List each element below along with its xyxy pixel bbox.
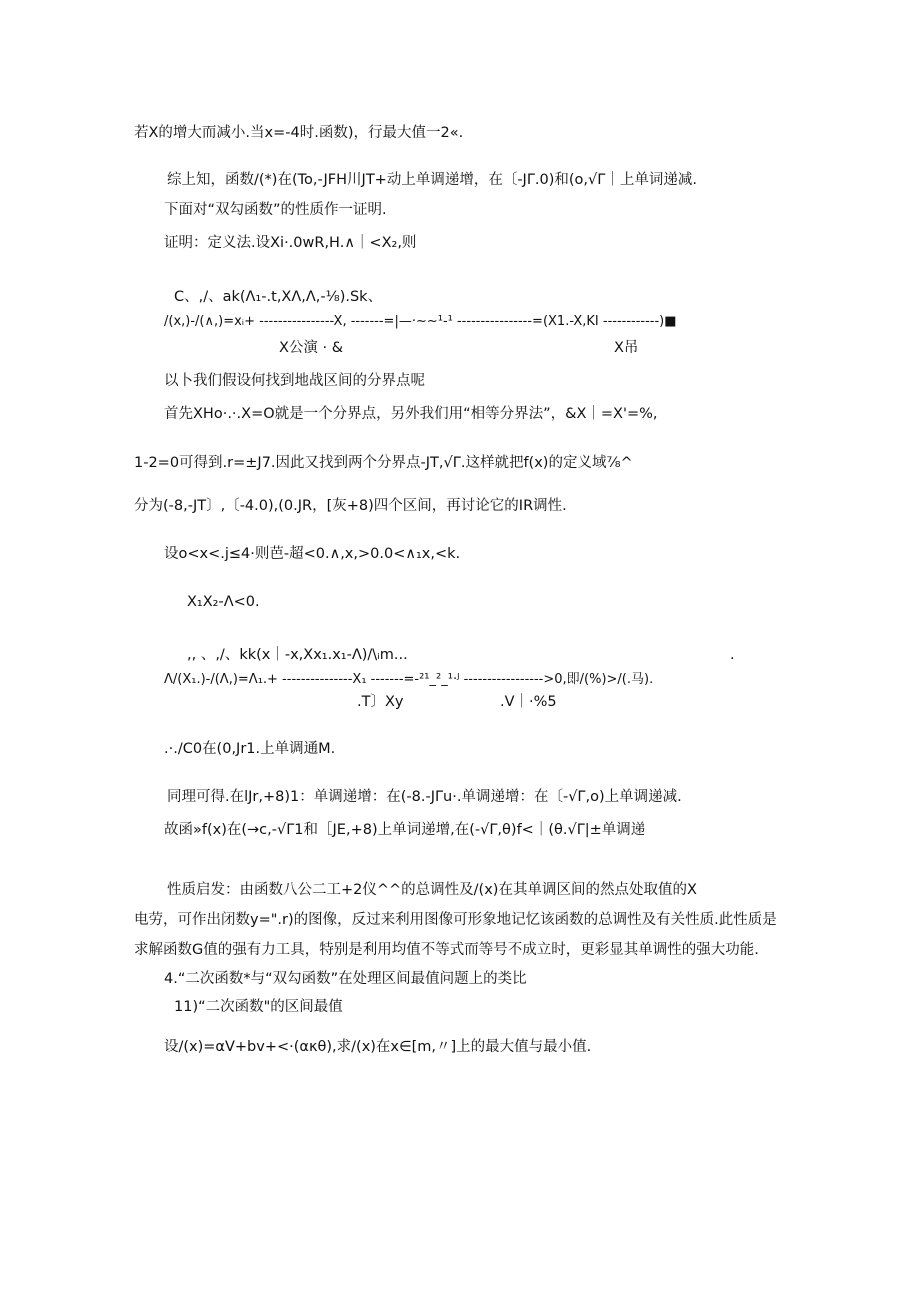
formula-denominator: .V｜·%5 <box>500 694 557 710</box>
text-line: 综上知，函数/(*)在(To,-JFH川JT+动上单调递增，在〔-JΓ.0)和(o,√Γ｜上单词递减. <box>167 172 697 188</box>
text-line: 电劳，可作出闭数y=".r)的图像，反过来利用图像可形象地记忆该函数的总调性及有关性质.此性质是 <box>134 912 777 928</box>
formula-line: Λ/(X₁.)-/(Λ,)=Λ₁.+ ---------------X₁ -------=-²¹_²_¹·ᴶ ----------------->0,即/(%)>/(.马). <box>164 672 654 687</box>
text-line: 若X的增大而减小.当x=-4时.函数)，行最大值一2«. <box>134 125 464 141</box>
text-line: 性质启发：由函数八公二工+2仪^^的总调性及/(x)在其单调区间的然点处取值的X <box>167 882 697 898</box>
formula-mark: . <box>730 647 735 663</box>
text-line: 求解函数G值的强有力工具，特别是利用均值不等式而等号不成立时，更彩显其单调性的强大功能. <box>134 942 759 958</box>
text-line: 分为(-8,-JT〕,〔-4.0),(0.JR，[灰+8)四个区间，再讨论它的IR调性. <box>134 498 567 514</box>
formula-denominator: X公演 · & <box>279 340 344 356</box>
text-line: 下面对“双勾函数”的性质作一证明. <box>164 202 387 218</box>
section-heading: 4.“二次函数*与“双勾函数”在处理区间最值问题上的类比 <box>164 971 527 987</box>
text-line: 证明：定义法.设Xi·.0wR,H.∧｜<X₂,则 <box>164 235 417 251</box>
formula-line: /(x,)-/(∧,)=xᵢ+ ----------------X, -------=|—·~~¹-¹ ----------------=(X1.-X,KI ------------)■ <box>164 314 677 329</box>
subsection-heading: 11)“二次函数"的区间最值 <box>174 999 343 1015</box>
text-line: 设/(x)=αV+bv+<·(ακθ),求/(x)在x∈[m,〃]上的最大值与最小值. <box>164 1039 592 1055</box>
text-line: 以卜我们假设何找到地战区间的分界点呢 <box>164 373 425 389</box>
text-line: 首先XHo·.·.X=O就是一个分界点，另外我们用“相等分界法”，&X｜=X'=%, <box>164 406 658 422</box>
text-line: 设o<x<.j≤4·则芭-超<0.∧,x,>0.0<∧₁x,<k. <box>164 546 461 562</box>
text-line: 1-2=0可得到.r=±J7.因此又找到两个分界点-JT,√Γ.这样就把f(x)的定义域⅞^ <box>134 455 633 471</box>
text-line: 同理可得.在lJr,+8)1：单调递增：在(-8.-JΓu·.单调递增：在〔-√Γ,o)上单调递减. <box>167 789 682 805</box>
formula-line: C、,/、ak(Λ₁-.t,XΛ,Λ,-⅛).Sk、 <box>174 289 383 305</box>
text-line: 故函»f(x)在(→c,-√Γ1和［JE,+8)上单词递增,在(-√Γ,θ)f<｜(θ.√Γ|±单调递 <box>164 822 646 838</box>
formula-line: X₁X₂-Λ<0. <box>187 594 260 610</box>
formula-denominator: X吊 <box>614 340 639 356</box>
text-line: .·./C0在(0,Jr1.上单调通M. <box>164 741 336 757</box>
formula-line: ,, 、,/、kk(x｜-x,Xx₁.x₁-Λ)/\ᵢm... <box>187 647 408 663</box>
formula-denominator: .T〕Xy <box>357 694 404 710</box>
